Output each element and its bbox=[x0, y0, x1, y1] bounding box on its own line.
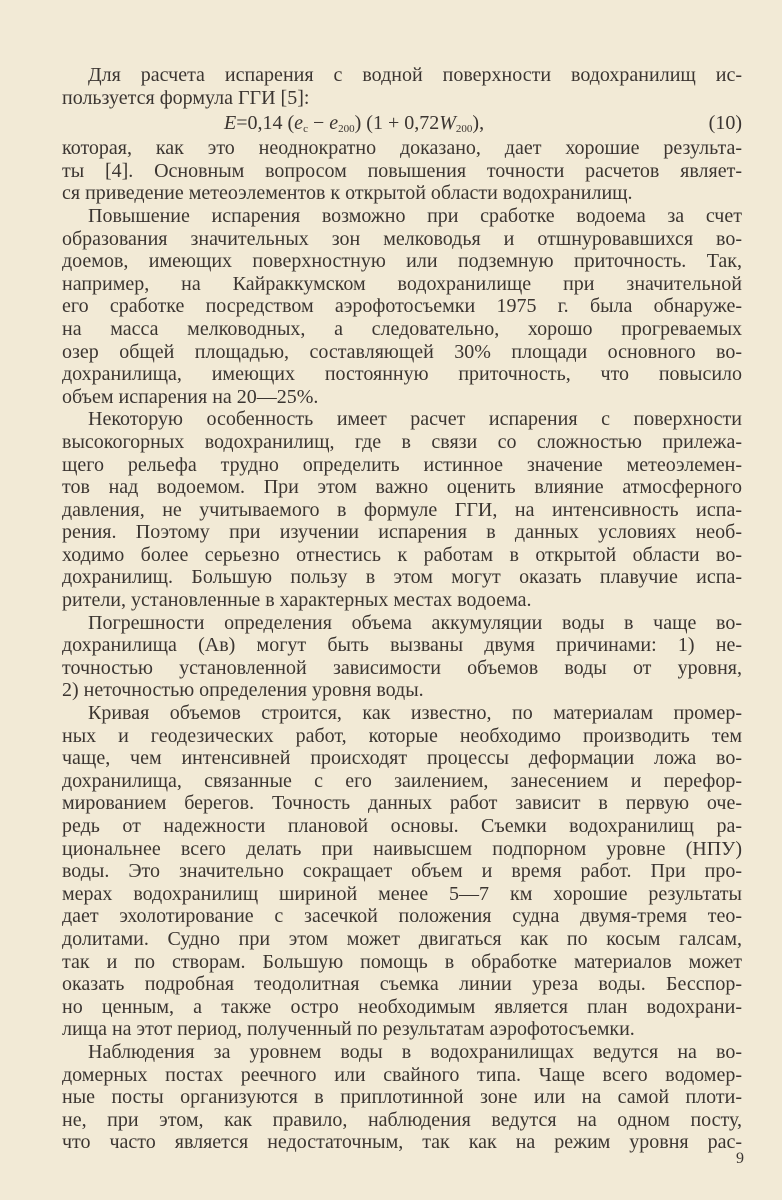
text-line: ных и геодезических работ, которые необходимо производить тем bbox=[62, 724, 742, 747]
formula-subscript: 200 bbox=[338, 123, 355, 136]
text-line: на масса мелководных, а следовательно, хорошо прогреваемых bbox=[62, 317, 742, 340]
paragraph bbox=[62, 137, 742, 205]
page-number: 9 bbox=[736, 1150, 744, 1167]
formula-part: e bbox=[294, 112, 304, 135]
formula-part: − bbox=[307, 112, 330, 135]
text-line: Кривая объемов строится, как известно, по материалам промер- bbox=[88, 702, 742, 725]
formula-10 bbox=[62, 109, 742, 137]
paragraph bbox=[62, 408, 742, 611]
text-line: тов над водоемом. При этом важно оценить влияние атмосферного bbox=[62, 476, 742, 499]
text-line: ходимо более серьезно отнестись к работам в открытой области во- bbox=[62, 543, 742, 566]
paragraph bbox=[62, 1041, 742, 1154]
text-line: озер общей площадью, составляющей 30% площади основного во- bbox=[62, 340, 742, 363]
text-line: щего рельефа трудно определить истинное значение метеоэлемен- bbox=[62, 453, 742, 476]
text-line: его сработке посредством аэрофотосъемки 1975 г. была обнаруже- bbox=[62, 295, 742, 318]
formula-part: E bbox=[224, 112, 237, 135]
text-line: дохранилищ. Большую пользу в этом могут оказать плавучие испа- bbox=[62, 566, 742, 589]
text-line: редь от надежности плановой основы. Съемки водохранилищ ра- bbox=[62, 815, 742, 837]
formula-part: ), bbox=[472, 112, 485, 135]
text-line: мерах водохранилищ шириной менее 5—7 км хорошие результаты bbox=[62, 882, 742, 905]
text-line: Для расчета испарения с водной поверхности водохранилищ ис- bbox=[88, 64, 742, 86]
formula-subscript: 200 bbox=[455, 123, 473, 136]
text-line: домерных постах реечного или свайного типа. Чаще всего водомер- bbox=[62, 1063, 742, 1086]
formula-part: ) (1 + 0,72 bbox=[354, 112, 440, 135]
text-line: мированием берегов. Точность данных работ зависит в первую оче- bbox=[62, 792, 742, 815]
text-line: Повышение испарения возможно при сработке водоема за счет bbox=[88, 204, 742, 227]
text-line: долитами. Судно при этом может двигаться как по косым галсам, bbox=[62, 927, 742, 950]
formula-part: e bbox=[329, 112, 339, 135]
text-line: Наблюдения за уровнем воды в водохранилищах ведутся на во- bbox=[88, 1040, 742, 1063]
text-line: давления, не учитываемого в формуле ГГИ, на интенсивность испа- bbox=[62, 498, 742, 521]
equation-number: (10) bbox=[708, 112, 742, 135]
text-line: Некоторую особенность имеет расчет испарения с поверхности bbox=[88, 408, 742, 431]
text-line: ся приведение метеоэлементов к открытой области водохранилищ. bbox=[62, 182, 633, 205]
paragraph-intro bbox=[62, 64, 742, 109]
text-line: рители, установленные в характерных местах водоема. bbox=[62, 589, 532, 612]
formula-expression bbox=[224, 109, 484, 143]
text-line: ные посты организуются в приплотинной зоне или на самой плоти- bbox=[62, 1086, 742, 1109]
text-line: дохранилища, связанные с его заилением, занесением и перефор- bbox=[62, 769, 742, 792]
formula-subscript: с bbox=[303, 123, 308, 136]
text-line: чаще, чем интенсивней происходят процессы деформации ложа во- bbox=[62, 747, 742, 770]
text-line: объем испарения на 20—25%. bbox=[62, 385, 319, 408]
text-line: но ценным, а также остро необходимым является план водохрани- bbox=[62, 995, 742, 1018]
text-line: ты [4]. Основным вопросом повышения точности расчетов являет- bbox=[62, 159, 742, 182]
text-line: доемов, имеющих поверхностную или подземную приточность. Так, bbox=[62, 250, 742, 273]
paragraph bbox=[62, 702, 742, 1041]
paragraphs bbox=[62, 137, 742, 1154]
paragraph bbox=[62, 612, 742, 702]
text-line: 2) неточностью определения уровня воды. bbox=[62, 679, 424, 702]
text-line: рения. Поэтому при изучении испарения в данных условиях необ- bbox=[62, 521, 742, 544]
text-line: Погрешности определения объема аккумуляции воды в чаще во- bbox=[88, 611, 742, 634]
formula-part: W bbox=[439, 112, 456, 135]
formula-part: =0,14 ( bbox=[236, 112, 295, 135]
text-line: дает эхолотирование с засечкой положения судна двумя-тремя тео- bbox=[62, 905, 742, 928]
text-line: которая, как это неоднократно доказано, дает хорошие результа- bbox=[62, 137, 742, 160]
text-line: пользуется формула ГГИ [5]: bbox=[62, 86, 310, 109]
text-line: циональнее всего делать при наивысшем подпорном уровне (НПУ) bbox=[62, 837, 742, 860]
text-line: что часто является недостаточным, так как на режим уровня рас- bbox=[62, 1131, 742, 1154]
text-line: точностью установленной зависимости объемов воды от уровня, bbox=[62, 656, 742, 679]
text-line: дохранилища, имеющих постоянную приточность, что повысило bbox=[62, 363, 742, 386]
text-line: воды. Это значительно сокращает объем и время работ. При про- bbox=[62, 860, 742, 883]
text-line: высокогорных водохранилищ, где в связи со сложностью прилежа- bbox=[62, 430, 742, 453]
text-line: не, при этом, как правило, наблюдения ведутся на одном посту, bbox=[62, 1108, 742, 1131]
page-body bbox=[62, 64, 742, 1154]
text-line: дохранилища (Aв) могут быть вызваны двумя причинами: 1) не- bbox=[62, 634, 742, 657]
text-line: оказать подробная теодолитная съемка линии уреза воды. Бесспор- bbox=[62, 973, 742, 996]
text-line: лища на этот период, полученный по результатам аэрофотосъемки. bbox=[62, 1018, 635, 1041]
text-line: например, на Кайраккумском водохранилище при значительной bbox=[62, 272, 742, 295]
text-line: так и по створам. Большую помощь в обработке материалов может bbox=[62, 950, 742, 973]
paragraph bbox=[62, 205, 742, 408]
text-line: образования значительных зон мелководья и отшнуровавшихся во- bbox=[62, 227, 742, 250]
